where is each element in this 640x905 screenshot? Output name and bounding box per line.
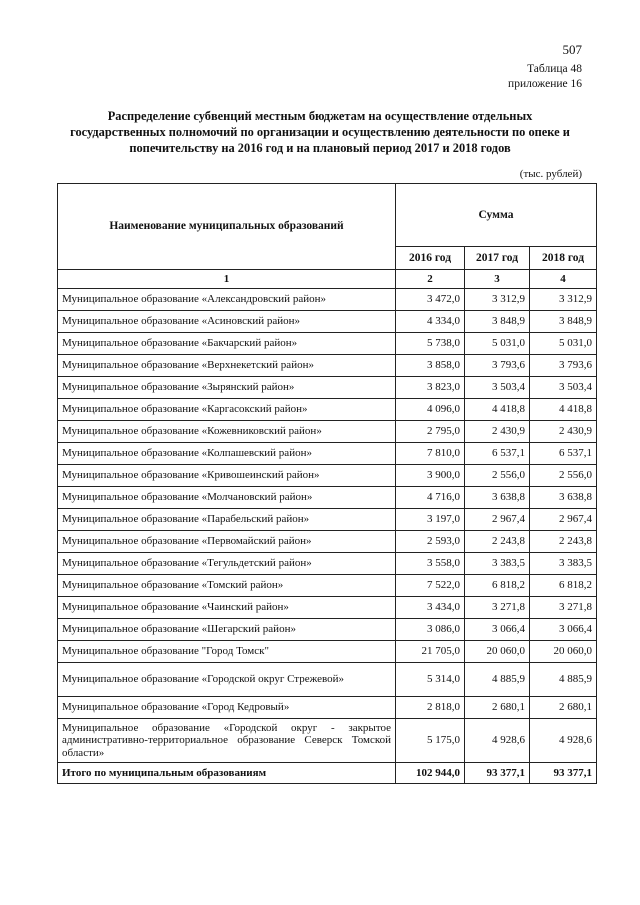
row-value-2017: 2 243,8	[465, 531, 530, 553]
row-value-2018: 3 066,4	[530, 619, 597, 641]
row-value-2017: 3 503,4	[465, 377, 530, 399]
row-value-2017: 2 967,4	[465, 509, 530, 531]
row-value-2018: 3 638,8	[530, 487, 597, 509]
row-value-2017: 3 793,6	[465, 355, 530, 377]
total-row	[58, 763, 597, 784]
row-name: Муниципальное образование «Асиновский район»	[58, 311, 396, 333]
table-row	[58, 465, 597, 487]
row-value-2017: 2 556,0	[465, 465, 530, 487]
row-value-2018: 3 312,9	[530, 289, 597, 311]
row-value-2018: 6 818,2	[530, 575, 597, 597]
table-row	[58, 663, 597, 697]
appendix-label: приложение 16	[508, 78, 582, 90]
table-row	[58, 289, 597, 311]
row-value-2017: 3 638,8	[465, 487, 530, 509]
table-row	[58, 487, 597, 509]
row-value-2018: 4 885,9	[530, 663, 597, 697]
row-name: Муниципальное образование «Кривошеинский район»	[58, 465, 396, 487]
row-value-2016: 5 314,0	[396, 663, 465, 697]
row-value-2016: 2 818,0	[396, 697, 465, 719]
table-row	[58, 377, 597, 399]
total-value-2017: 93 377,1	[465, 763, 530, 784]
row-value-2016: 3 858,0	[396, 355, 465, 377]
row-value-2018: 3 271,8	[530, 597, 597, 619]
row-value-2017: 3 312,9	[465, 289, 530, 311]
table-row	[58, 399, 597, 421]
table-label: Таблица 48	[527, 63, 582, 75]
table-row	[58, 619, 597, 641]
row-name: Муниципальное образование «Верхнекетский район»	[58, 355, 396, 377]
header-sum: Сумма	[396, 184, 597, 247]
column-number-3: 3	[465, 270, 530, 289]
row-value-2017: 3 848,9	[465, 311, 530, 333]
row-value-2017: 6 818,2	[465, 575, 530, 597]
row-value-2018: 2 556,0	[530, 465, 597, 487]
row-value-2017: 3 383,5	[465, 553, 530, 575]
row-name: Муниципальное образование «Городской округ Стрежевой»	[58, 663, 396, 697]
row-value-2018: 3 503,4	[530, 377, 597, 399]
row-value-2017: 4 885,9	[465, 663, 530, 697]
table-row	[58, 641, 597, 663]
column-number-1: 1	[58, 270, 396, 289]
table-row	[58, 597, 597, 619]
row-value-2018: 3 793,6	[530, 355, 597, 377]
row-value-2016: 5 175,0	[396, 719, 465, 763]
row-value-2018: 5 031,0	[530, 333, 597, 355]
row-value-2016: 4 096,0	[396, 399, 465, 421]
table-row	[58, 719, 597, 763]
row-name: Муниципальное образование «Каргасокский район»	[58, 399, 396, 421]
row-name: Муниципальное образование «Александровский район»	[58, 289, 396, 311]
row-value-2017: 2 430,9	[465, 421, 530, 443]
row-name: Муниципальное образование «Городской округ - закрытое административно-территориальное образование Северск Томской области»	[58, 719, 396, 763]
row-value-2017: 3 271,8	[465, 597, 530, 619]
row-value-2016: 4 716,0	[396, 487, 465, 509]
row-value-2016: 3 900,0	[396, 465, 465, 487]
table-row	[58, 355, 597, 377]
total-value-2018: 93 377,1	[530, 763, 597, 784]
row-name: Муниципальное образование «Чаинский район»	[58, 597, 396, 619]
document-title: Распределение субвенций местным бюджетам на осуществление отдельных государственных полномочий по организации и осуществлению деятельности по опеке и попечительству на 2016 год и на плановый период 2017 и 2018 годов	[70, 109, 570, 155]
row-name: Муниципальное образование «Шегарский район»	[58, 619, 396, 641]
row-value-2018: 20 060,0	[530, 641, 597, 663]
table-row	[58, 553, 597, 575]
row-value-2016: 2 795,0	[396, 421, 465, 443]
row-value-2016: 5 738,0	[396, 333, 465, 355]
header-name: Наименование муниципальных образований	[58, 184, 396, 270]
row-value-2017: 4 928,6	[465, 719, 530, 763]
units-label: (тыс. рублей)	[519, 168, 582, 180]
row-value-2016: 3 434,0	[396, 597, 465, 619]
row-value-2017: 2 680,1	[465, 697, 530, 719]
row-value-2017: 5 031,0	[465, 333, 530, 355]
row-name: Муниципальное образование «Первомайский район»	[58, 531, 396, 553]
total-name: Итого по муниципальным образованиям	[58, 763, 396, 784]
row-value-2018: 6 537,1	[530, 443, 597, 465]
table-caption-block	[508, 62, 582, 92]
row-value-2018: 2 430,9	[530, 421, 597, 443]
row-value-2018: 3 848,9	[530, 311, 597, 333]
row-value-2017: 6 537,1	[465, 443, 530, 465]
row-value-2018: 2 243,8	[530, 531, 597, 553]
row-name: Муниципальное образование «Зырянский район»	[58, 377, 396, 399]
header-2016: 2016 год	[396, 247, 465, 270]
row-name: Муниципальное образование «Колпашевский район»	[58, 443, 396, 465]
table-row	[58, 575, 597, 597]
row-name: Муниципальное образование «Тегульдетский район»	[58, 553, 396, 575]
table-row	[58, 333, 597, 355]
table-row	[58, 421, 597, 443]
row-value-2016: 7 522,0	[396, 575, 465, 597]
page-number: 507	[562, 42, 582, 57]
table-row	[58, 443, 597, 465]
table-row	[58, 311, 597, 333]
row-name: Муниципальное образование «Томский район»	[58, 575, 396, 597]
row-value-2017: 3 066,4	[465, 619, 530, 641]
column-number-4: 4	[530, 270, 597, 289]
row-name: Муниципальное образование «Город Кедровый»	[58, 697, 396, 719]
row-value-2018: 4 418,8	[530, 399, 597, 421]
row-value-2016: 3 558,0	[396, 553, 465, 575]
row-value-2018: 2 967,4	[530, 509, 597, 531]
table-row	[58, 531, 597, 553]
row-name: Муниципальное образование "Город Томск"	[58, 641, 396, 663]
row-value-2016: 7 810,0	[396, 443, 465, 465]
row-value-2016: 4 334,0	[396, 311, 465, 333]
table-row	[58, 509, 597, 531]
row-value-2016: 3 472,0	[396, 289, 465, 311]
row-value-2017: 20 060,0	[465, 641, 530, 663]
total-value-2016: 102 944,0	[396, 763, 465, 784]
header-2017: 2017 год	[465, 247, 530, 270]
row-value-2016: 21 705,0	[396, 641, 465, 663]
row-name: Муниципальное образование «Молчановский район»	[58, 487, 396, 509]
row-value-2016: 3 197,0	[396, 509, 465, 531]
row-value-2016: 3 823,0	[396, 377, 465, 399]
row-value-2018: 4 928,6	[530, 719, 597, 763]
row-value-2018: 2 680,1	[530, 697, 597, 719]
row-name: Муниципальное образование «Парабельский район»	[58, 509, 396, 531]
row-name: Муниципальное образование «Кожевниковский район»	[58, 421, 396, 443]
row-name: Муниципальное образование «Бакчарский район»	[58, 333, 396, 355]
subvention-table	[57, 183, 597, 784]
header-2018: 2018 год	[530, 247, 597, 270]
row-value-2016: 2 593,0	[396, 531, 465, 553]
table-row	[58, 697, 597, 719]
row-value-2016: 3 086,0	[396, 619, 465, 641]
column-number-2: 2	[396, 270, 465, 289]
row-value-2018: 3 383,5	[530, 553, 597, 575]
row-value-2017: 4 418,8	[465, 399, 530, 421]
